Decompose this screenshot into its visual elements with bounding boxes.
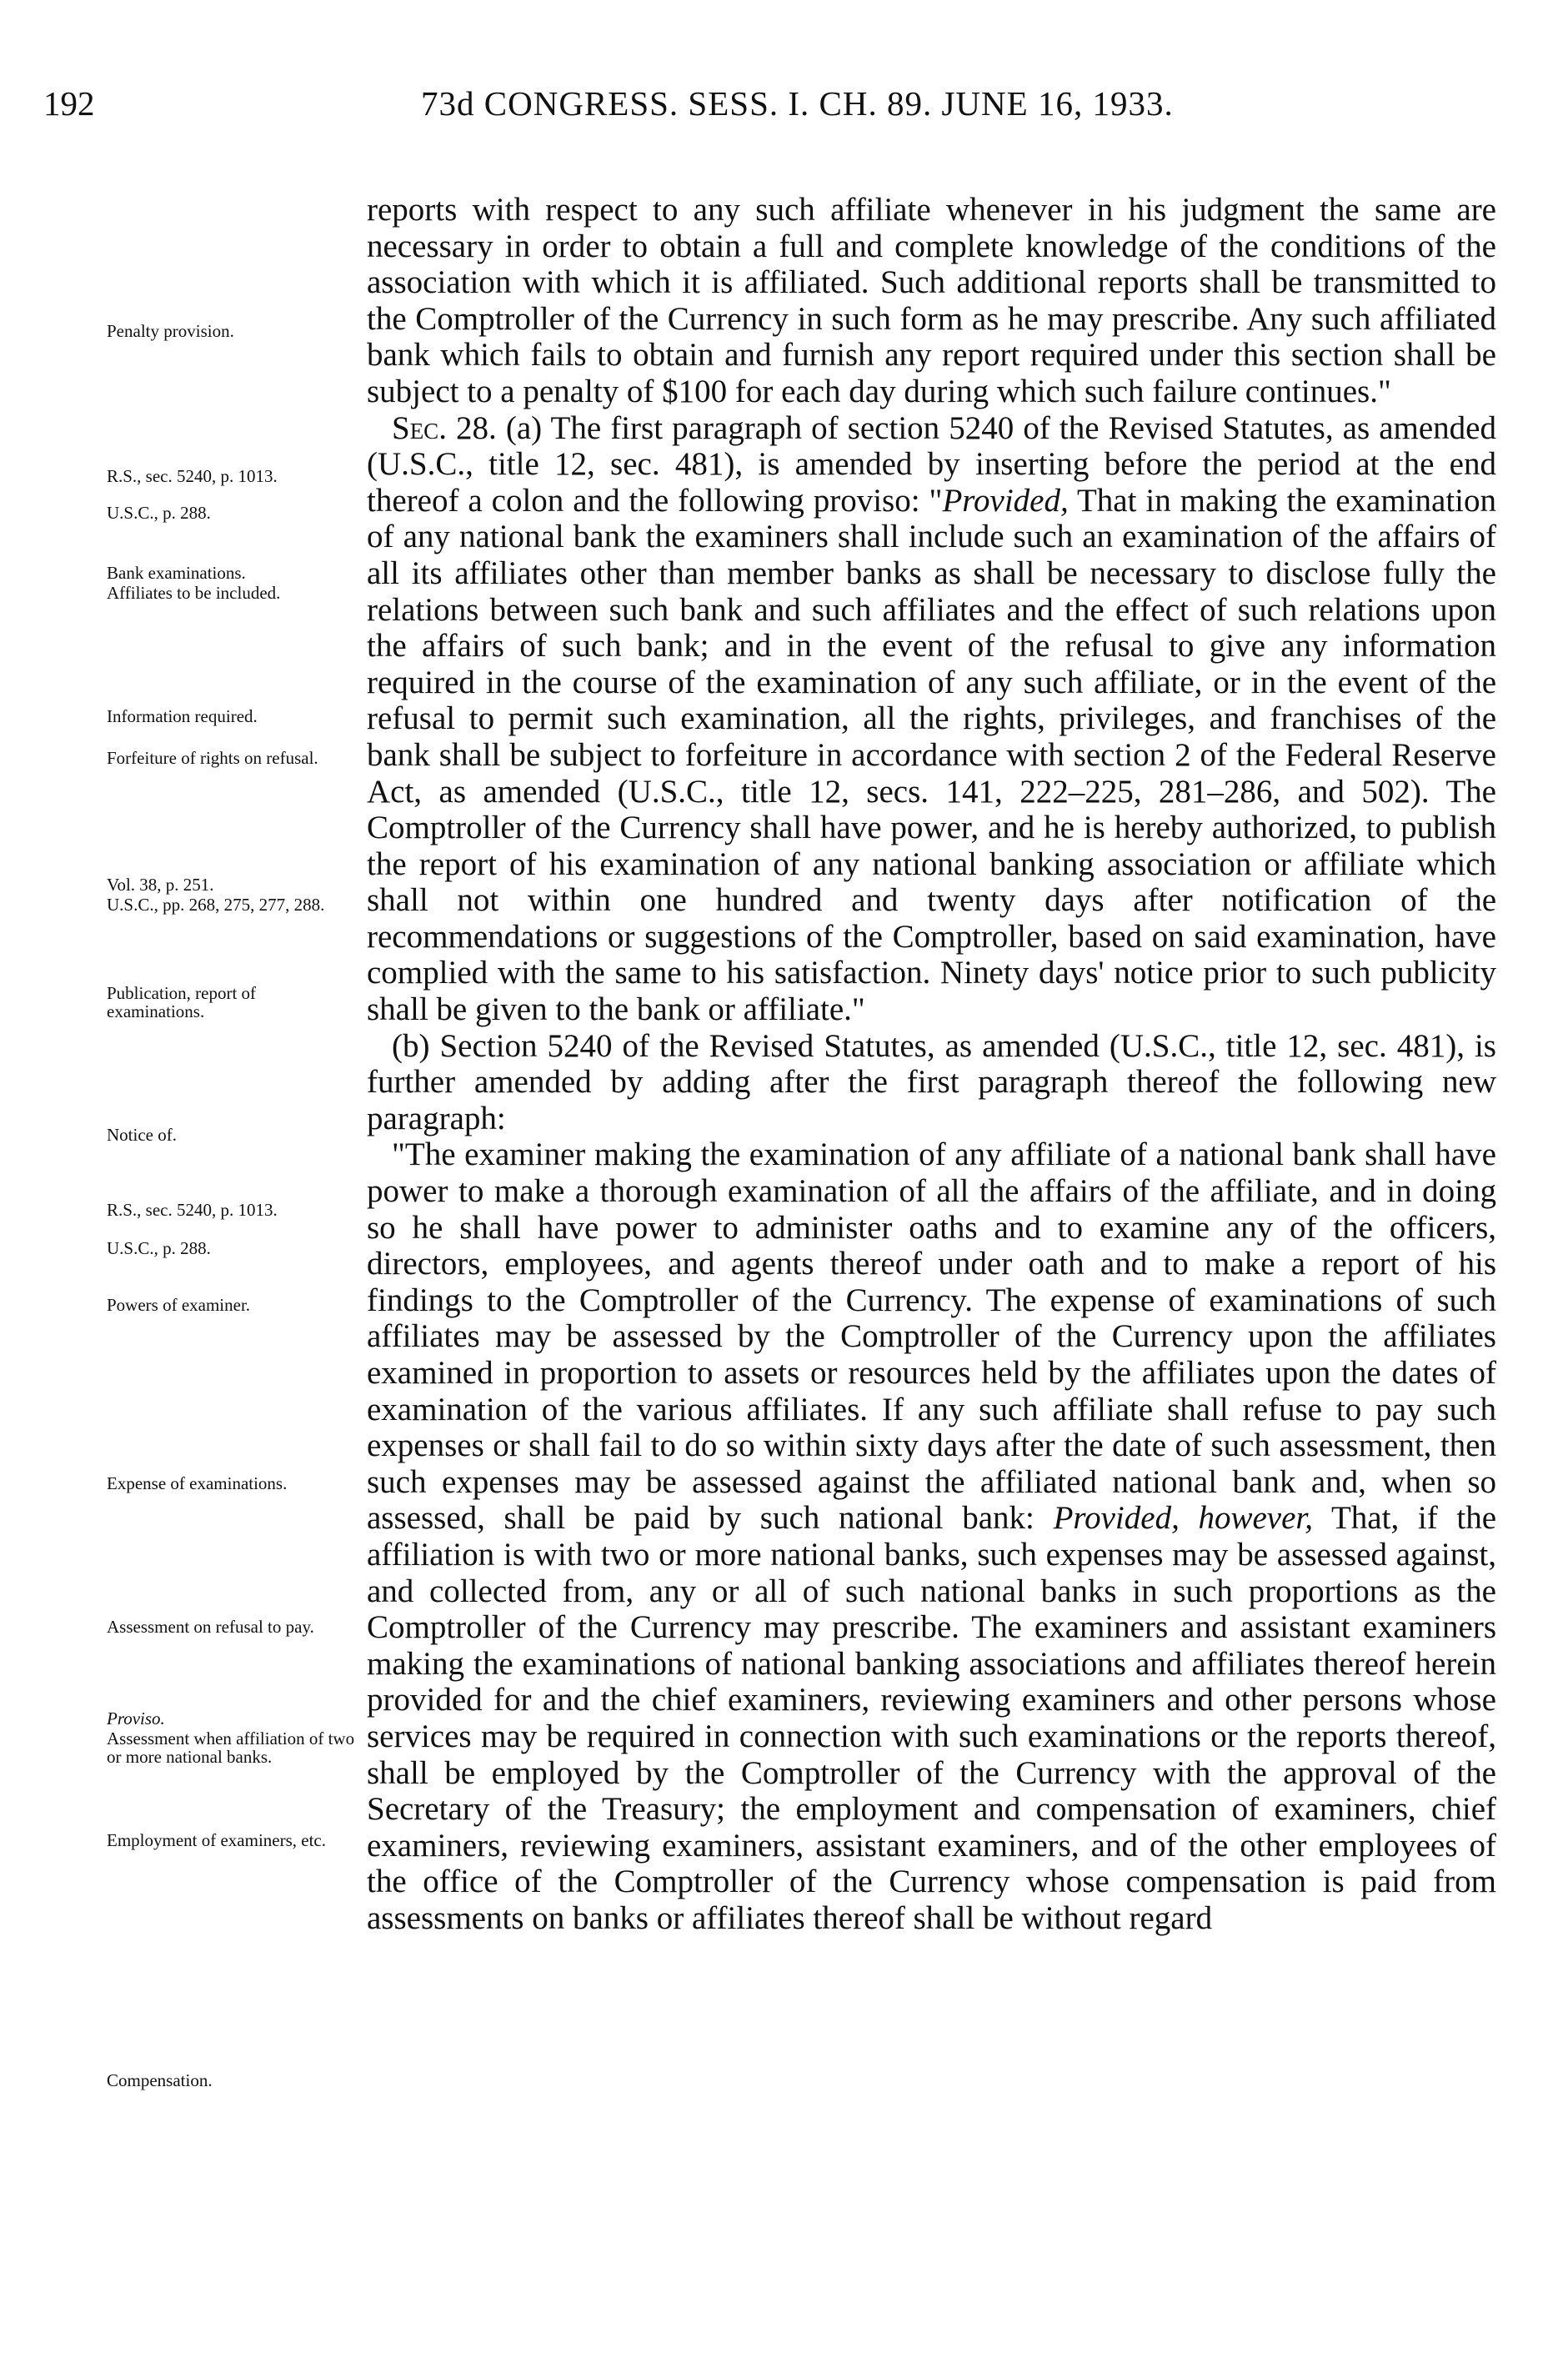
section-number: Sec. 28. <box>392 409 497 446</box>
margin-note-powers-of-examiner: Powers of examiner. <box>107 1295 251 1315</box>
margin-note-rs-citation-2: R.S., sec. 5240, p. 1013. <box>107 1200 278 1220</box>
margin-note-proviso: Proviso. <box>107 1708 165 1728</box>
margin-note-information-required: Information required. <box>107 706 258 726</box>
examiner-text-1: "The examiner making the examination of any affiliate of a national bank shall have power to make a thorough examination of all the affairs of the affiliate, and in doing so he shall have power to administer oaths and to examine any of the officers, directors, employees, and agents thereof under oath and to make a report of his findings to the Comptroller of the Currency. The expense of examinations of such affiliates may be assessed by the Comptroller of the Currency upon the affiliates examined in proportion to assets or resources held by the affiliates upon the dates of examination of the various affiliates. If any such affiliate shall refuse to pay such expenses or shall fail to do so within sixty days after the date of such assessment, then such expenses may be assessed against the affiliated national bank and, when so assessed, shall be paid by such national bank: <box>367 1136 1496 1537</box>
margin-note-employment: Employment of examiners, etc. <box>107 1830 327 1850</box>
margin-note-penalty-provision: Penalty provision. <box>107 321 234 341</box>
paragraph-sec-28a <box>367 410 1496 1028</box>
margin-note-bank-examinations: Bank examinations. <box>107 563 246 583</box>
margin-note-publication: Publication, report of examinations. <box>107 983 257 1021</box>
running-head: 73d CONGRESS. SESS. I. CH. 89. JUNE 16, 1933. <box>421 84 1174 123</box>
provided-term: Provided, <box>942 482 1069 519</box>
margin-note-expense: Expense of examinations. <box>107 1473 288 1493</box>
paragraph-sec-28b: (b) Section 5240 of the Revised Statutes, as amended (U.S.C., title 12, sec. 481), is further amended by adding after the first paragraph thereof the following new paragraph: <box>367 1027 1496 1136</box>
sec-28a-text-1: (a) The first paragraph of section 5240 of the Revised Statutes, as amended (U.S.C., title 12, sec. 481), is amended by inserting before the period at the end thereof a colon and the following proviso: " <box>367 409 1496 519</box>
paragraph-reports: reports with respect to any such affiliate whenever in his judgment the same are necessary in order to obtain a full and complete knowledge of the conditions of the association with which it is affiliated. Such additional reports shall be transmitted to the Comptroller of the Currency in such form as he may prescribe. Any such affiliated bank which fails to obtain and furnish any report required under this section shall be subject to a penalty of $100 for each day during which such failure continues." <box>367 192 1496 409</box>
margin-note-rs-citation: R.S., sec. 5240, p. 1013. <box>107 466 278 486</box>
paragraph-examiner-powers <box>367 1136 1496 1936</box>
page-number: 192 <box>43 84 95 123</box>
provided-however-term: Provided, however, <box>1053 1500 1314 1537</box>
margin-note-forfeiture: Forfeiture of rights on refusal. <box>107 748 318 768</box>
margin-note-usc-citation-2: U.S.C., p. 288. <box>107 1238 211 1258</box>
margin-note-affiliates-included: Affiliates to be included. <box>107 583 281 603</box>
sec-28a-text-2: That in making the examination of any national bank the examiners shall include such an examination of the affairs of all its affiliates other than member banks as shall be necessary to disclose fully the relations between such bank and such affiliates and the effect of such relations upon the affairs of such bank; and in the event of the refusal to give any information required in the course of the examination of any such affiliate, or in the event of the refusal to permit such examination, all the rights, privileges, and franchises of the bank shall be subject to forfeiture in accordance with section 2 of the Federal Reserve Act, as amended (U.S.C., title 12, secs. 141, 222–225, 281–286, and 502). The Comptroller of the Currency shall have power, and he is hereby authorized, to publish the report of his examination of any national banking association or affiliate which shall not within one hundred and twenty days after notification of the recommendations or suggestions of the Comptroller, based on said examination, have complied with the same to his satisfaction. Ninety days' notice prior to such publicity shall be given to the bank or affiliate." <box>367 482 1496 1028</box>
margin-note-assessment-refusal: Assessment on refusal to pay. <box>107 1617 314 1637</box>
margin-note-usc-citation: U.S.C., p. 288. <box>107 503 211 523</box>
margin-note-compensation: Compensation. <box>107 2070 213 2090</box>
margin-note-usc-pages: U.S.C., pp. 268, 275, 277, 288. <box>107 895 325 915</box>
margin-note-assessment-affiliation: Assessment when affiliation of two or more national banks. <box>107 1728 355 1767</box>
margin-note-vol-citation: Vol. 38, p. 251. <box>107 875 214 895</box>
examiner-text-2: That, if the affiliation is with two or more national banks, such expenses may be assessed against, and collected from, any or all of such national banks in such proportions as the Comptroller of the Currency may prescribe. The examiners and assistant examiners making the examinations of national banking associations and affiliates thereof herein provided for and the chief examiners, reviewing examiners and other persons whose services may be required in connection with such examinations or the reports thereof, shall be employed by the Comptroller of the Currency with the approval of the Secretary of the Treasury; the employment and compensation of examiners, chief examiners, reviewing examiners, assistant examiners, and of the other employees of the office of the Comptroller of the Currency whose compensation is paid from assessments on banks or affiliates thereof shall be without regard <box>367 1500 1496 1936</box>
margin-note-notice: Notice of. <box>107 1125 177 1145</box>
statute-body <box>367 192 1496 1937</box>
margin-notes <box>0 0 367 2368</box>
